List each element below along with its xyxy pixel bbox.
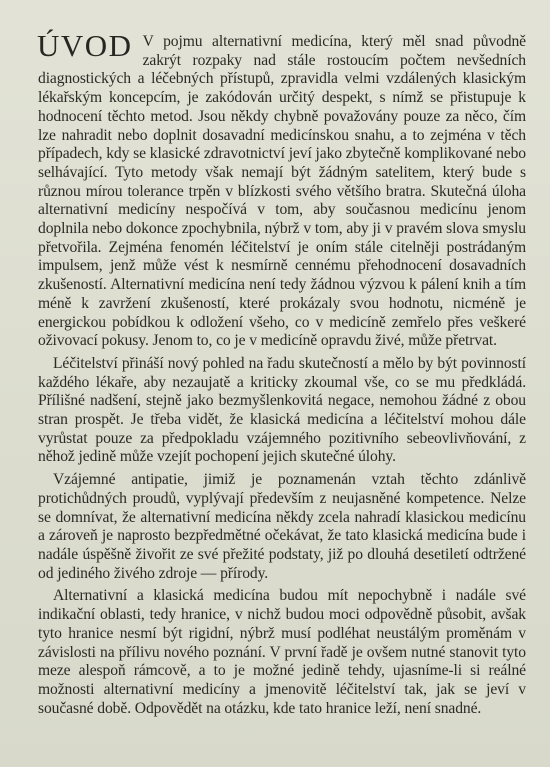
paragraph-4: Alternativní a klasická medicína budou mít nepochybně i nadále své indikační oblasti, tedy hranice, v nichž budou moci odpovědně působit, avšak tyto hranice nesmí být rigidní, nýbrž musí podléhat neustálým proměnám v závislosti na přílivu nového poznání. V první řadě je ovšem nutné stanovit tyto meze alespoň rámcově, a to je možné jedině tehdy, ujasníme-li si reálné možnosti alternativní medicíny a jmenovitě léčitelství tak, jak se jeví v současné době. Odpovědět na otázku, kde tato hranice leží, není snadné. xyxy=(38,587,526,717)
page-text xyxy=(37,28,526,718)
paragraph-1: V pojmu alternativní medicína, který měl snad původně zakrýt rozpaky nad stále rostoucím počtem nevšedních diagnostických a léčebných přístupů, zpravidla velmi vzdálených klasickým lékařským koncepcím, je zakódován určitý despekt, s nímž se přistupuje k hodnocení těchto metod. Jsou někdy chybně považovány pouze za něco, čím lze nahradit nebo doplnit dosavadní medicínskou snahu, a to zejména v těch případech, kdy se klasické zdravotnictví jeví jako zbytečně komplikované nebo selhávající. Tyto metody však nemají být žádným satelitem, který bude s různou mírou tolerance trpěn v blízkosti svého většího bratra. Skutečná úloha alternativní medicíny nespočívá v tom, aby současnou medicínu jenom doplnila nebo dokonce zpochybnila, nýbrž v tom, aby ji v pravém slova smyslu přetvořila. Zejména fenomén léčitelství je oním stále citelněji postrádaným impulsem, jenž může vést k nesmírně cennému přehodnocení dosavadních zkušeností. Alternativní medicína není tedy žádnou výzvou k pálení knih a tím méně k zavržení zkušeností, které prokázaly svou hodnotu, nicméně je energickou pobídkou k odložení všeho, co v medicíně zemřelo přes veškeré oživovací pokusy. Jenom to, co je v medicíně opravdu živé, může přetrvat. xyxy=(38,33,526,350)
chapter-heading: ÚVOD xyxy=(37,28,133,63)
paragraph-3: Vzájemné antipatie, jimiž je poznamenán vztah těchto zdánlivě protichůdných proudů, vyplývají především z neujasněné kompetence. Nelze se domnívat, že alternativní medicína někdy zcela nahradí klasickou medicínu a zároveň je naprosto bezpředmětné očekávat, že tato klasická medicína bude i nadále úspěšně živořit ze své přežité podstaty, již po dlouhá desetiletí odtržené od jediného živého zdroje — přírody. xyxy=(38,471,526,582)
paragraph-2: Léčitelství přináší nový pohled na řadu skutečností a mělo by být povinností každého lékaře, aby nezaujatě a kriticky zkoumal vše, co se mu předkládá. Přílišné nadšení, stejně jako bezmyšlenkovitá negace, nemohou žádné z obou stran prospět. Je třeba vidět, že klasická medicína a léčitelství mohou dále vyrůstat pouze za předpokladu vzájemného pozitivního sebeovlivňování, z něhož jedině může vzejít pochopení jejich skutečné úlohy. xyxy=(38,354,526,466)
